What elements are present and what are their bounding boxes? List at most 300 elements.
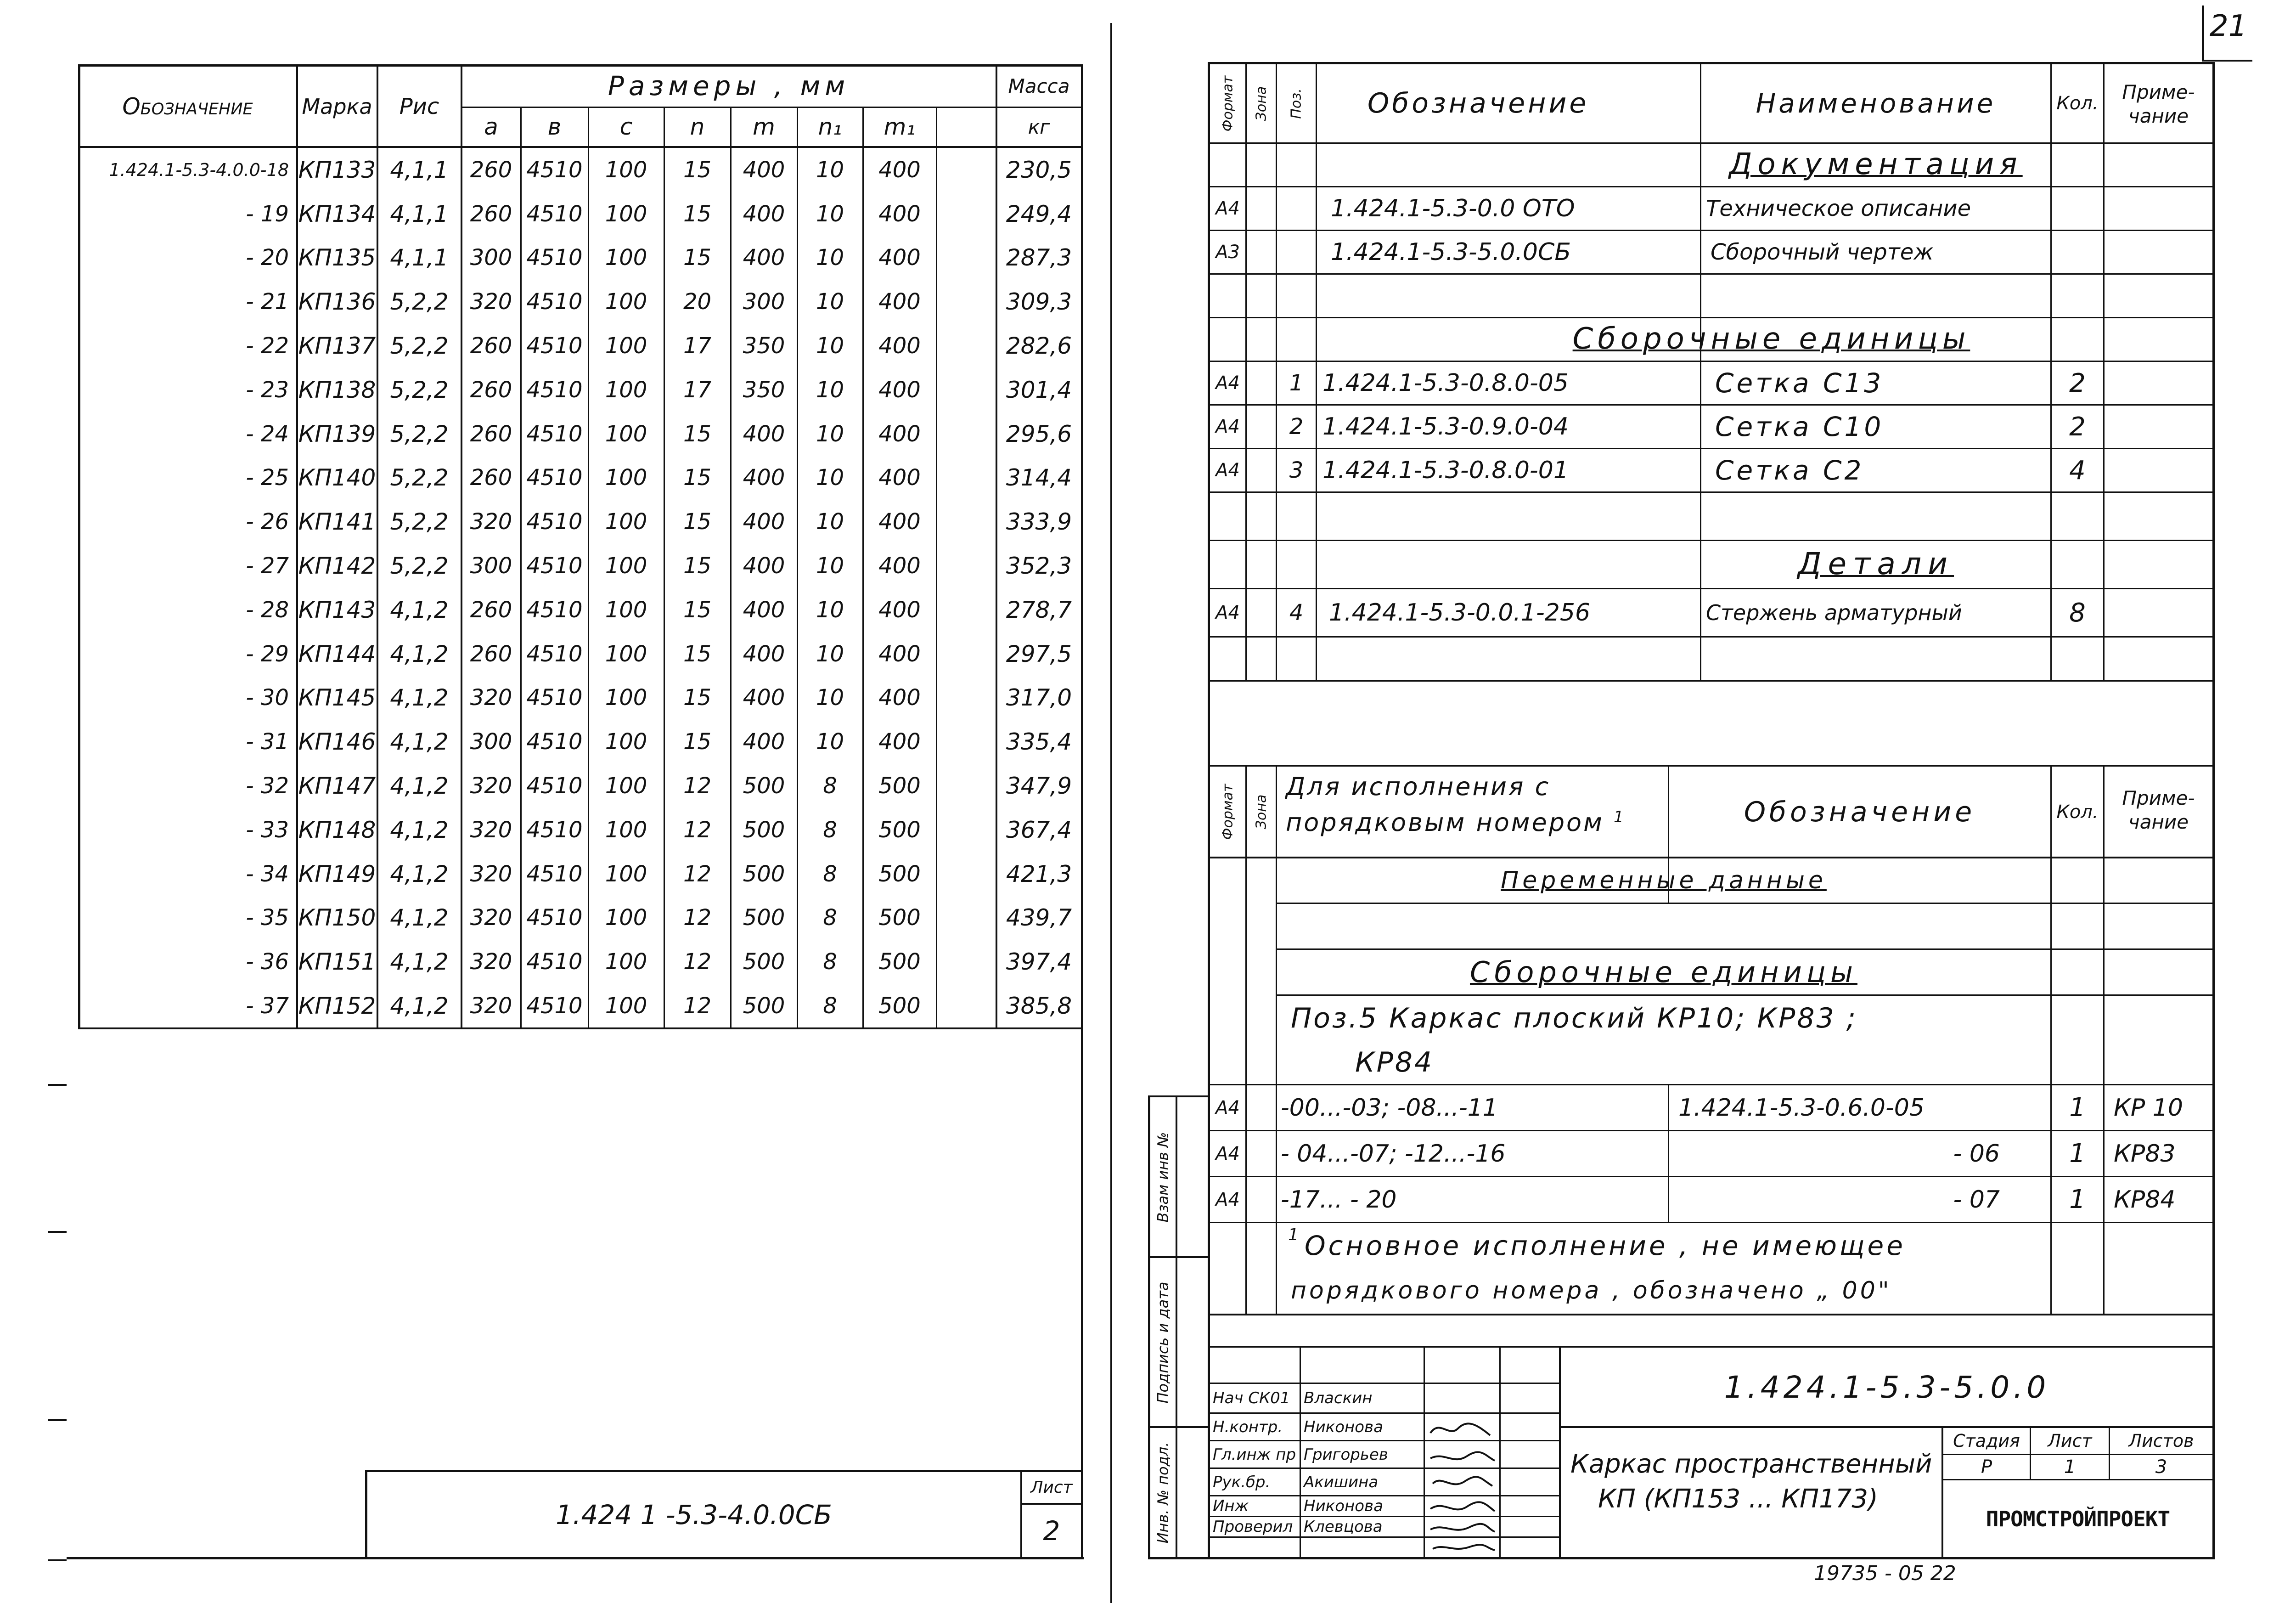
col-m1-header: m₁ xyxy=(884,113,916,140)
role-name: Клевцова xyxy=(1304,1518,1383,1536)
cell-b: 4510 xyxy=(526,597,583,623)
cell-des: - 21 xyxy=(246,289,289,315)
var-row-3-format: А4 xyxy=(1216,1189,1240,1210)
cell-n: 20 xyxy=(683,289,712,315)
role-label: Инж xyxy=(1213,1497,1249,1515)
cell-mark: КП134 xyxy=(298,200,376,227)
cell-mark: КП140 xyxy=(298,464,376,491)
cell-m1: 400 xyxy=(878,289,921,315)
pos5-line1: Поз.5 Каркас плоский КР10; КР83 ; xyxy=(1291,1002,1857,1034)
cell-m: 400 xyxy=(743,685,785,711)
cell-a: 260 xyxy=(470,465,512,491)
cell-m: 500 xyxy=(743,773,785,799)
cell-m1: 400 xyxy=(878,553,921,579)
cell-c: 100 xyxy=(605,465,647,491)
cell-n1: 10 xyxy=(816,421,844,447)
cell-des: 1.424.1-5.3-4.0.0-18 xyxy=(109,159,289,180)
cell-m: 350 xyxy=(743,333,785,359)
doc-row-1-name: Техническое описание xyxy=(1706,196,1971,221)
cell-mass: 287,3 xyxy=(1006,244,1072,271)
cell-m: 400 xyxy=(743,553,785,579)
cell-m: 300 xyxy=(743,289,785,315)
cell-c: 100 xyxy=(605,509,647,535)
cell-des: - 31 xyxy=(246,729,289,755)
cell-n1: 10 xyxy=(816,289,844,315)
left-stamp-code: 1.424 1 -5.3-4.0.0СБ xyxy=(556,1499,832,1530)
role-label: Рук.бр. xyxy=(1213,1473,1271,1491)
cell-n: 12 xyxy=(683,949,712,975)
signatures xyxy=(1426,1415,1499,1557)
label-inv-orig: Инв. № подл. xyxy=(1154,1442,1172,1544)
cell-fig: 5,2,2 xyxy=(390,333,449,360)
cell-m1: 400 xyxy=(878,685,921,711)
cell-a: 260 xyxy=(470,333,512,359)
cell-m: 500 xyxy=(743,817,785,843)
cell-b: 4510 xyxy=(526,157,583,183)
title-code: 1.424.1-5.3-5.0.0 xyxy=(1724,1369,2050,1405)
role-label: Нач СК01 xyxy=(1213,1389,1290,1407)
cell-des: - 36 xyxy=(246,949,289,975)
col-fig-header: Рис xyxy=(399,93,439,119)
cell-mark: КП150 xyxy=(298,904,376,931)
cell-n1: 8 xyxy=(823,993,837,1019)
cell-a: 320 xyxy=(470,861,512,887)
sheet-label: Лист xyxy=(2048,1431,2092,1451)
cell-m: 400 xyxy=(743,465,785,491)
cell-b: 4510 xyxy=(526,465,583,491)
cell-b: 4510 xyxy=(526,421,583,447)
label-sign-date: Подпись и дата xyxy=(1154,1281,1172,1404)
role-name: Никонова xyxy=(1304,1497,1383,1515)
cell-m: 500 xyxy=(743,949,785,975)
cell-mass: 317,0 xyxy=(1006,684,1072,711)
asm-row-2-pos: 2 xyxy=(1289,414,1304,440)
asm-row-1-qty: 2 xyxy=(2069,368,2086,398)
left-sheet-number: 2 xyxy=(1043,1515,1060,1547)
cell-m1: 500 xyxy=(878,861,921,887)
var-assemblies-heading: Сборочные единицы xyxy=(1469,955,1857,989)
cell-mass: 295,6 xyxy=(1006,420,1072,447)
cell-b: 4510 xyxy=(526,861,583,887)
col-format-header: Формат xyxy=(1220,75,1236,131)
cell-m1: 500 xyxy=(878,993,921,1019)
page-number: 21 xyxy=(2210,9,2247,43)
cell-b: 4510 xyxy=(526,377,583,403)
var-col-designation-header: Обозначение xyxy=(1744,796,1976,828)
cell-b: 4510 xyxy=(526,817,583,843)
role-name: Акишина xyxy=(1304,1473,1379,1491)
cell-n1: 8 xyxy=(823,861,837,887)
cell-c: 100 xyxy=(605,553,647,579)
cell-mass: 335,4 xyxy=(1006,728,1072,756)
asm-row-1-pos: 1 xyxy=(1289,370,1304,396)
cell-a: 320 xyxy=(470,993,512,1019)
role-label: Гл.инж пр xyxy=(1213,1445,1296,1464)
cell-c: 100 xyxy=(605,949,647,975)
cell-fig: 5,2,2 xyxy=(390,288,449,316)
cell-m: 400 xyxy=(743,201,785,227)
role-label: Н.контр. xyxy=(1213,1417,1283,1436)
cell-mass: 230,5 xyxy=(1006,156,1072,183)
cell-mass: 367,4 xyxy=(1006,816,1072,843)
cell-n1: 8 xyxy=(823,817,837,843)
cell-mass: 249,4 xyxy=(1006,200,1072,227)
doc-row-2-format: А3 xyxy=(1216,242,1240,263)
cell-c: 100 xyxy=(605,157,647,183)
cell-m1: 500 xyxy=(878,949,921,975)
asm-row-3-qty: 4 xyxy=(2069,455,2086,485)
cell-mass: 314,4 xyxy=(1006,464,1072,491)
cell-a: 260 xyxy=(470,377,512,403)
cell-n: 12 xyxy=(683,817,712,843)
col-b-header: в xyxy=(547,113,562,140)
col-designation-header: Обозначение xyxy=(1367,87,1589,119)
var-row-1-note: КР 10 xyxy=(2114,1094,2183,1122)
cell-n1: 10 xyxy=(816,245,844,271)
cell-n1: 8 xyxy=(823,949,837,975)
drawing-title: Каркас пространственный КП (КП153 ... КП173) xyxy=(1570,1449,1932,1514)
cell-n: 12 xyxy=(683,861,712,887)
col-n-header: n xyxy=(690,113,705,140)
cell-mark: КП146 xyxy=(298,728,376,756)
asm-row-2-qty: 2 xyxy=(2069,412,2086,442)
cell-c: 100 xyxy=(605,245,647,271)
cell-b: 4510 xyxy=(526,509,583,535)
cell-des: - 32 xyxy=(246,773,289,799)
var-row-3-note: КР84 xyxy=(2114,1185,2176,1214)
cell-m: 400 xyxy=(743,597,785,623)
role-label: Проверил xyxy=(1213,1518,1293,1536)
cell-a: 320 xyxy=(470,289,512,315)
cell-mass: 397,4 xyxy=(1006,948,1072,976)
cell-mass: 385,8 xyxy=(1006,993,1072,1020)
cell-fig: 4,1,2 xyxy=(390,773,449,800)
cell-b: 4510 xyxy=(526,685,583,711)
col-qty-header: Кол. xyxy=(2056,93,2099,114)
cell-n1: 10 xyxy=(816,333,844,359)
var-row-1-format: А4 xyxy=(1216,1097,1240,1118)
cell-a: 320 xyxy=(470,949,512,975)
cell-mark: КП144 xyxy=(298,640,376,667)
var-row-1-qty: 1 xyxy=(2069,1093,2086,1123)
cell-fig: 4,1,1 xyxy=(390,244,449,271)
var-row-3-qty: 1 xyxy=(2069,1185,2086,1214)
cell-n: 15 xyxy=(683,201,712,227)
cell-mark: КП137 xyxy=(298,333,376,360)
cell-m: 400 xyxy=(743,421,785,447)
detail-row-1-qty: 8 xyxy=(2069,598,2086,628)
cell-mass: 309,3 xyxy=(1006,288,1072,316)
cell-b: 4510 xyxy=(526,993,583,1019)
doc-row-2-name: Сборочный чертеж xyxy=(1711,239,1934,265)
cell-n1: 10 xyxy=(816,597,844,623)
cell-n: 15 xyxy=(683,685,712,711)
cell-n1: 10 xyxy=(816,641,844,667)
cell-b: 4510 xyxy=(526,333,583,359)
col-mass-unit: кг xyxy=(1028,115,1050,138)
cell-a: 300 xyxy=(470,729,512,755)
doc-row-2-designation: 1.424.1-5.3-5.0.0СБ xyxy=(1331,238,1571,266)
section-documentation: Документация xyxy=(1729,147,2023,181)
cell-mass: 439,7 xyxy=(1006,904,1072,931)
cell-fig: 4,1,2 xyxy=(390,684,449,711)
detail-row-1-format: А4 xyxy=(1216,602,1240,623)
cell-des: - 34 xyxy=(246,861,289,887)
cell-m1: 400 xyxy=(878,377,921,403)
cell-des: - 37 xyxy=(246,993,289,1019)
var-col-note-header: Приме- чание xyxy=(2122,787,2195,833)
cell-b: 4510 xyxy=(526,773,583,799)
cell-n: 15 xyxy=(683,245,712,271)
col-note-header: Приме- чание xyxy=(2122,81,2195,127)
cell-n1: 8 xyxy=(823,773,837,799)
cell-mark: КП143 xyxy=(298,596,376,623)
footer-number: 19735 - 05 22 xyxy=(1814,1562,1956,1585)
cell-m1: 500 xyxy=(878,817,921,843)
asm-row-3-format: А4 xyxy=(1216,460,1240,481)
cell-n: 12 xyxy=(683,905,712,931)
cell-mark: КП149 xyxy=(298,860,376,887)
cell-c: 100 xyxy=(605,597,647,623)
var-row-2-range: - 04...-07; -12...-16 xyxy=(1281,1140,1506,1168)
cell-mark: КП138 xyxy=(298,376,376,403)
cell-b: 4510 xyxy=(526,201,583,227)
cell-des: - 23 xyxy=(246,377,289,403)
detail-row-1-pos: 4 xyxy=(1289,600,1304,626)
cell-des: - 29 xyxy=(246,641,289,667)
cell-n: 12 xyxy=(683,993,712,1019)
cell-mass: 282,6 xyxy=(1006,333,1072,360)
cell-n: 15 xyxy=(683,729,712,755)
cell-c: 100 xyxy=(605,773,647,799)
var-row-1-designation: 1.424.1-5.3-0.6.0-05 xyxy=(1678,1094,1925,1122)
var-row-2-note: КР83 xyxy=(2114,1140,2176,1168)
cell-b: 4510 xyxy=(526,949,583,975)
cell-mark: КП135 xyxy=(298,244,376,271)
cell-m: 400 xyxy=(743,729,785,755)
cell-mark: КП152 xyxy=(298,993,376,1020)
cell-m1: 400 xyxy=(878,509,921,535)
cell-c: 100 xyxy=(605,201,647,227)
organization-name: ПРОМСТРОЙПРОЕКТ xyxy=(1986,1506,2170,1531)
asm-row-2-name: Сетка С10 xyxy=(1715,411,1884,442)
cell-m: 500 xyxy=(743,861,785,887)
cell-fig: 4,1,2 xyxy=(390,904,449,931)
cell-a: 260 xyxy=(470,157,512,183)
stage-value: Р xyxy=(1981,1456,1992,1478)
cell-n: 15 xyxy=(683,553,712,579)
var-col-format-header: Формат xyxy=(1220,784,1236,840)
cell-des: - 27 xyxy=(246,553,289,579)
cell-mass: 421,3 xyxy=(1006,860,1072,887)
asm-row-1-name: Сетка С13 xyxy=(1715,367,1884,399)
section-assemblies: Сборочные единицы xyxy=(1572,322,1970,356)
cell-mark: КП139 xyxy=(298,420,376,447)
cell-mark: КП141 xyxy=(298,508,376,536)
cell-b: 4510 xyxy=(526,905,583,931)
footnote-line2: порядкового номера , обозначено „ 00" xyxy=(1291,1277,1892,1304)
asm-row-3-designation: 1.424.1-5.3-0.8.0-01 xyxy=(1322,457,1569,484)
col-a-header: a xyxy=(484,113,498,140)
detail-row-1-designation: 1.424.1-5.3-0.0.1-256 xyxy=(1329,599,1591,627)
cell-fig: 5,2,2 xyxy=(390,553,449,580)
cell-mass: 352,3 xyxy=(1006,553,1072,580)
cell-a: 260 xyxy=(470,421,512,447)
cell-c: 100 xyxy=(605,377,647,403)
cell-a: 320 xyxy=(470,905,512,931)
cell-fig: 5,2,2 xyxy=(390,464,449,491)
cell-c: 100 xyxy=(605,817,647,843)
cell-a: 320 xyxy=(470,685,512,711)
cell-n1: 10 xyxy=(816,509,844,535)
cell-mass: 278,7 xyxy=(1006,596,1072,623)
cell-m: 350 xyxy=(743,377,785,403)
cell-a: 300 xyxy=(470,553,512,579)
var-row-3-designation: - 07 xyxy=(1953,1185,2000,1214)
stage-label: Стадия xyxy=(1953,1431,2020,1451)
cell-n1: 10 xyxy=(816,157,844,183)
cell-n: 15 xyxy=(683,509,712,535)
cell-c: 100 xyxy=(605,421,647,447)
footnote-line1: Основное исполнение , не имеющее xyxy=(1305,1230,1906,1261)
cell-m: 400 xyxy=(743,641,785,667)
col-pos-header: Поз. xyxy=(1288,88,1305,119)
col-n1-header: n₁ xyxy=(818,113,842,140)
cell-mark: КП136 xyxy=(298,288,376,316)
cell-mass: 297,5 xyxy=(1006,640,1072,667)
col-name-header: Наименование xyxy=(1756,88,1996,119)
var-row-2-qty: 1 xyxy=(2069,1139,2086,1168)
cell-m1: 400 xyxy=(878,729,921,755)
cell-a: 320 xyxy=(470,817,512,843)
cell-n1: 10 xyxy=(816,201,844,227)
cell-des: - 30 xyxy=(246,685,289,711)
col-zone-header: Зона xyxy=(1253,86,1269,121)
cell-mass: 347,9 xyxy=(1006,773,1072,800)
left-sheet-label: Лист xyxy=(1030,1478,1073,1497)
section-details: Детали xyxy=(1797,546,1954,581)
cell-n: 15 xyxy=(683,465,712,491)
cell-des: - 25 xyxy=(246,465,289,491)
cell-b: 4510 xyxy=(526,641,583,667)
cell-n1: 10 xyxy=(816,729,844,755)
cell-des: - 24 xyxy=(246,421,289,447)
cell-mass: 301,4 xyxy=(1006,376,1072,403)
cell-des: - 33 xyxy=(246,817,289,843)
cell-fig: 4,1,2 xyxy=(390,728,449,756)
cell-mark: КП148 xyxy=(298,816,376,843)
cell-a: 320 xyxy=(470,509,512,535)
cell-c: 100 xyxy=(605,729,647,755)
cell-n: 15 xyxy=(683,597,712,623)
cell-b: 4510 xyxy=(526,729,583,755)
cell-m1: 400 xyxy=(878,157,921,183)
footnote-mark: 1 xyxy=(1288,1225,1299,1244)
asm-row-3-pos: 3 xyxy=(1289,457,1304,483)
col-mass-header: Масса xyxy=(1008,74,1070,97)
cell-m1: 500 xyxy=(878,773,921,799)
sheets-label: Листов xyxy=(2128,1431,2194,1451)
role-name: Никонова xyxy=(1304,1417,1383,1436)
sheets-value: 3 xyxy=(2155,1456,2167,1478)
cell-n: 15 xyxy=(683,641,712,667)
cell-a: 320 xyxy=(470,773,512,799)
cell-fig: 4,1,2 xyxy=(390,948,449,976)
var-col-zone-header: Зона xyxy=(1253,794,1269,830)
cell-n1: 10 xyxy=(816,553,844,579)
cell-n1: 8 xyxy=(823,905,837,931)
cell-m1: 400 xyxy=(878,245,921,271)
variable-data-heading: Переменные данные xyxy=(1501,866,1827,894)
cell-a: 260 xyxy=(470,641,512,667)
var-row-2-format: А4 xyxy=(1216,1143,1240,1164)
asm-row-1-designation: 1.424.1-5.3-0.8.0-05 xyxy=(1322,369,1569,397)
sheet-value: 1 xyxy=(2064,1456,2076,1478)
cell-m1: 500 xyxy=(878,905,921,931)
cell-b: 4510 xyxy=(526,289,583,315)
cell-c: 100 xyxy=(605,333,647,359)
cell-mark: КП142 xyxy=(298,553,376,580)
cell-des: - 19 xyxy=(246,201,289,227)
var-row-3-range: -17... - 20 xyxy=(1281,1185,1397,1214)
cell-n: 15 xyxy=(683,157,712,183)
cell-fig: 4,1,2 xyxy=(390,596,449,623)
cell-m1: 400 xyxy=(878,641,921,667)
asm-row-2-designation: 1.424.1-5.3-0.9.0-04 xyxy=(1322,413,1569,440)
cell-m1: 400 xyxy=(878,421,921,447)
cell-des: - 26 xyxy=(246,509,289,535)
col-designation-header: Обозначение xyxy=(122,93,253,120)
cell-fig: 5,2,2 xyxy=(390,420,449,447)
cell-fig: 5,2,2 xyxy=(390,376,449,403)
cell-mass: 333,9 xyxy=(1006,508,1072,536)
cell-m1: 400 xyxy=(878,597,921,623)
cell-m: 400 xyxy=(743,509,785,535)
col-c-header: c xyxy=(619,113,633,140)
asm-row-1-format: А4 xyxy=(1216,373,1240,394)
cell-c: 100 xyxy=(605,685,647,711)
var-row-1-range: -00...-03; -08...-11 xyxy=(1281,1094,1498,1122)
cell-des: - 35 xyxy=(246,905,289,931)
cell-c: 100 xyxy=(605,641,647,667)
col-m-header: m xyxy=(753,113,775,140)
cell-mark: КП133 xyxy=(298,156,376,183)
cell-b: 4510 xyxy=(526,245,583,271)
cell-m: 400 xyxy=(743,245,785,271)
cell-fig: 4,1,2 xyxy=(390,640,449,667)
cell-c: 100 xyxy=(605,993,647,1019)
cell-m: 500 xyxy=(743,905,785,931)
asm-row-3-name: Сетка С2 xyxy=(1715,455,1864,486)
cell-mark: КП145 xyxy=(298,684,376,711)
role-name: Григорьев xyxy=(1304,1445,1388,1464)
cell-n: 12 xyxy=(683,773,712,799)
cell-fig: 4,1,2 xyxy=(390,816,449,843)
cell-fig: 4,1,2 xyxy=(390,860,449,887)
cell-a: 260 xyxy=(470,597,512,623)
sizes-header: Размеры , мм xyxy=(608,70,850,102)
cell-m1: 400 xyxy=(878,333,921,359)
cell-fig: 4,1,1 xyxy=(390,156,449,183)
asm-row-2-format: А4 xyxy=(1216,416,1240,437)
cell-m1: 400 xyxy=(878,201,921,227)
cell-c: 100 xyxy=(605,289,647,315)
cell-n1: 10 xyxy=(816,685,844,711)
cell-n1: 10 xyxy=(816,377,844,403)
cell-des: - 20 xyxy=(246,245,289,271)
var-col-qty-header: Кол. xyxy=(2056,801,2099,823)
cell-c: 100 xyxy=(605,905,647,931)
